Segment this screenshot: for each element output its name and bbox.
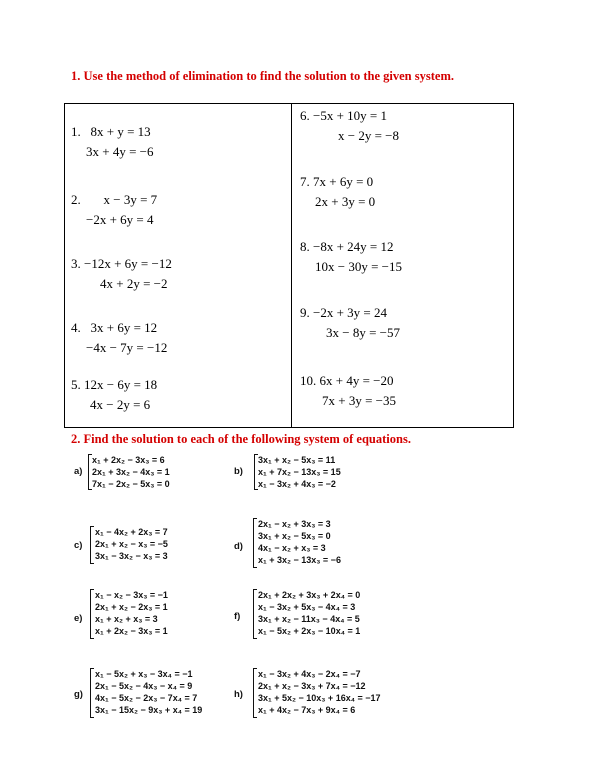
equation-line: x − 2y = −8	[338, 128, 399, 143]
equation: 3x₁ + x₂ − 5x₃ = 11	[258, 455, 336, 465]
brace	[90, 668, 91, 718]
equation-line: x − 3y = 7	[103, 192, 158, 207]
equation: x₁ − 5x₂ + 2x₃ − 10x₄ = 1	[258, 626, 361, 636]
equation: 2x₁ + x₂ − x₃ = −5	[95, 539, 168, 549]
problem-number: 8.	[300, 239, 310, 254]
equation: x₁ − 3x₂ + 4x₃ = −2	[258, 479, 336, 489]
equation-line: 12x − 6y = 18	[84, 377, 158, 392]
problem-1	[71, 122, 154, 162]
problem-9	[300, 303, 400, 343]
brace	[253, 668, 254, 718]
brace	[253, 518, 254, 568]
system-label: g)	[74, 689, 83, 700]
equation-line: 7x + 6y = 0	[313, 174, 374, 189]
equation: x₁ − 3x₂ + 5x₃ − 4x₄ = 3	[258, 602, 356, 612]
system-label: e)	[74, 613, 83, 624]
equation: x₁ + x₂ + x₃ = 3	[95, 614, 158, 624]
equation-line: 6x + 4y = −20	[319, 373, 394, 388]
problem-7	[300, 172, 375, 212]
equation-line: −12x + 6y = −12	[84, 256, 172, 271]
system-label: a)	[74, 466, 83, 477]
brace	[254, 454, 255, 490]
equation: 7x₁ − 2x₂ − 5x₃ = 0	[92, 479, 170, 489]
equation: 2x₁ + 2x₂ + 3x₃ + 2x₄ = 0	[258, 590, 361, 600]
system-label: d)	[234, 541, 243, 552]
problem-2	[71, 190, 157, 230]
equation: x₁ − x₂ − 3x₃ = −1	[95, 590, 168, 600]
equation: x₁ + 2x₂ − 3x₃ = 1	[95, 626, 168, 636]
equation: x₁ + 4x₂ − 7x₃ + 9x₄ = 6	[258, 705, 356, 715]
problem-8	[300, 237, 402, 277]
equation: 3x₁ + 5x₂ − 10x₃ + 16x₄ = −17	[258, 693, 381, 703]
equation: 3x₁ + x₂ − 11x₃ − 4x₄ = 5	[258, 614, 360, 624]
problem-number: 7.	[300, 174, 310, 189]
equation-line: 3x + 6y = 12	[90, 320, 158, 335]
question-1-heading: 1. Use the method of elimination to find the solution to the given system.	[71, 69, 454, 83]
equation-line: 2x + 3y = 0	[315, 194, 376, 209]
system-label: f)	[234, 611, 241, 622]
equation: 4x₁ − 5x₂ − 2x₃ − 7x₄ = 7	[95, 693, 198, 703]
problem-3	[71, 254, 172, 294]
equation: x₁ + 7x₂ − 13x₃ = 15	[258, 467, 341, 477]
equation-line: 8x + y = 13	[90, 124, 151, 139]
equation-line: 4x − 2y = 6	[90, 397, 151, 412]
problem-10	[300, 371, 396, 411]
brace	[90, 589, 91, 639]
brace	[253, 589, 254, 639]
equation-line: −2x + 6y = 4	[86, 212, 154, 227]
equation: 2x₁ − 5x₂ − 4x₃ − x₄ = 9	[95, 681, 193, 691]
equation: x₁ + 2x₂ − 3x₃ = 6	[92, 455, 165, 465]
table-divider	[291, 103, 292, 428]
equation-line: 3x − 8y = −57	[326, 325, 400, 340]
problem-number: 3.	[71, 256, 81, 271]
equation-line: 7x + 3y = −35	[322, 393, 396, 408]
problem-number: 6.	[300, 108, 310, 123]
problem-number: 9.	[300, 305, 310, 320]
system-label: c)	[74, 540, 83, 551]
equation: 3x₁ − 3x₂ − x₃ = 3	[95, 551, 168, 561]
problem-number: 10.	[300, 373, 317, 388]
equation: x₁ − 3x₂ + 4x₃ − 2x₄ = −7	[258, 669, 361, 679]
system-label: b)	[234, 466, 243, 477]
equation-line: 3x + 4y = −6	[86, 144, 154, 159]
problem-number: 4.	[71, 320, 81, 335]
problem-number: 2.	[71, 192, 81, 207]
equation: 2x₁ + 3x₂ − 4x₃ = 1	[92, 467, 170, 477]
equation: 2x₁ + x₂ − 3x₃ + 7x₄ = −12	[258, 681, 366, 691]
equation: x₁ − 5x₂ + x₃ − 3x₄ = −1	[95, 669, 193, 679]
problem-6	[300, 106, 399, 146]
equation-line: 10x − 30y = −15	[315, 259, 402, 274]
problem-number: 5.	[71, 377, 81, 392]
equation: 4x₁ − x₂ + x₃ = 3	[258, 543, 326, 553]
equation: x₁ − 4x₂ + 2x₃ = 7	[95, 527, 168, 537]
brace	[88, 454, 89, 490]
equation: x₁ + 3x₂ − 13x₃ = −6	[258, 555, 341, 565]
problem-number: 1.	[71, 124, 81, 139]
question-2-heading: 2. Find the solution to each of the following system of equations.	[71, 432, 411, 446]
problem-4	[71, 318, 167, 358]
equation: 3x₁ + x₂ − 5x₃ = 0	[258, 531, 331, 541]
system-label: h)	[234, 689, 243, 700]
equation-line: −4x − 7y = −12	[86, 340, 168, 355]
equation: 2x₁ + x₂ − 2x₃ = 1	[95, 602, 168, 612]
equation-line: 4x + 2y = −2	[100, 276, 168, 291]
equation-line: −8x + 24y = 12	[313, 239, 394, 254]
equation-line: −2x + 3y = 24	[313, 305, 387, 320]
problem-5	[71, 375, 157, 415]
brace	[90, 526, 91, 564]
equation: 2x₁ − x₂ + 3x₃ = 3	[258, 519, 331, 529]
equation: 3x₁ − 15x₂ − 9x₃ + x₄ = 19	[95, 705, 203, 715]
equation-line: −5x + 10y = 1	[313, 108, 387, 123]
